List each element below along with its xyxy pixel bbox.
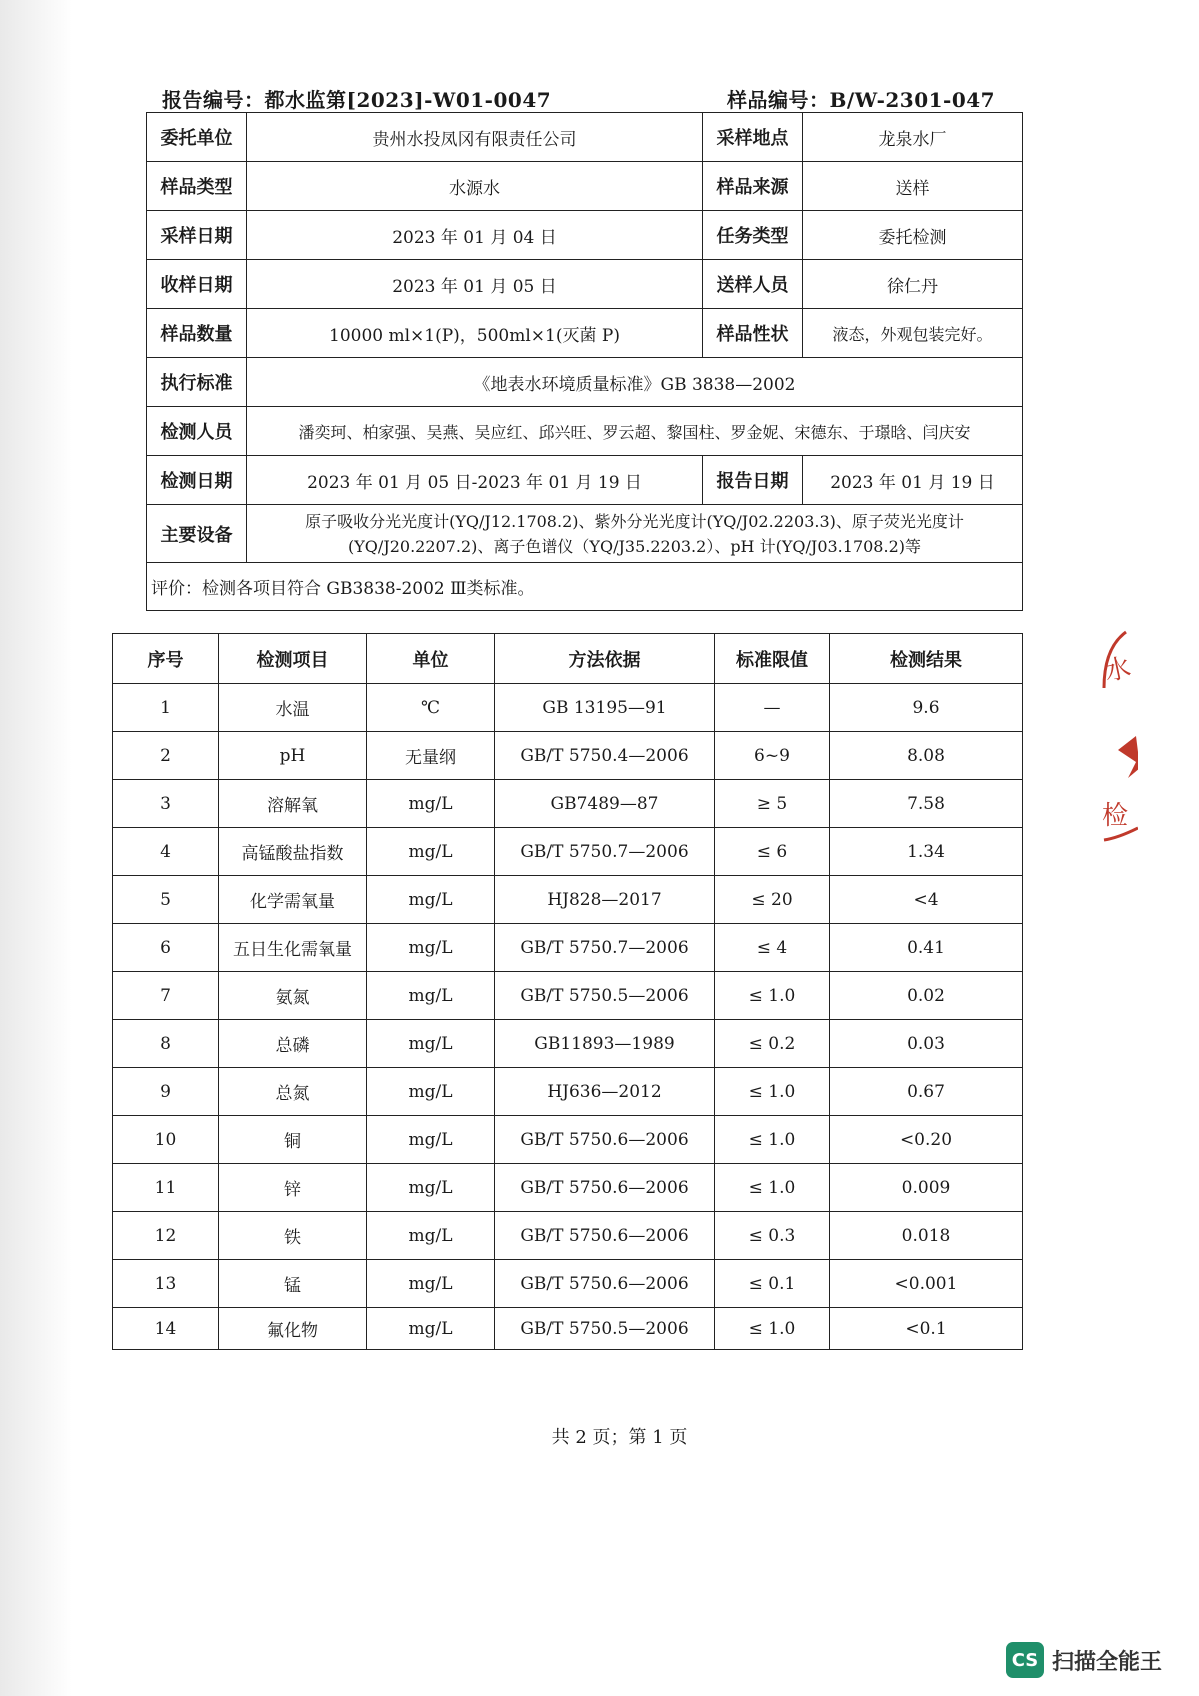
row-unit: 无量纲 [367,732,495,780]
sample-number: 样品编号：B/W-2301-047 [727,88,996,112]
header-method: 方法依据 [495,634,715,684]
row-item: 总氮 [219,1068,367,1116]
row-result: 0.009 [830,1164,1023,1212]
row-unit: mg/L [367,1212,495,1260]
row-unit: mg/L [367,1260,495,1308]
row-index: 7 [113,972,219,1020]
row-limit: ≤ 1.0 [715,1164,830,1212]
row-index: 12 [113,1212,219,1260]
row-method: GB/T 5750.5—2006 [495,1308,715,1350]
standard-label: 执行标准 [147,358,247,407]
receive-date-label: 收样日期 [147,260,247,309]
results-row [113,1116,1023,1164]
header-index: 序号 [113,634,219,684]
header-result: 检测结果 [830,634,1023,684]
row-method: GB/T 5750.6—2006 [495,1212,715,1260]
info-row-standard [147,358,1023,407]
row-item: 总磷 [219,1020,367,1068]
quantity-label: 样品数量 [147,309,247,358]
results-table [112,633,1023,1350]
results-row [113,1260,1023,1308]
test-date-label: 检测日期 [147,456,247,505]
row-method: HJ828—2017 [495,876,715,924]
row-index: 8 [113,1020,219,1068]
row-unit: mg/L [367,876,495,924]
row-method: GB/T 5750.4—2006 [495,732,715,780]
row-limit: ≤ 0.2 [715,1020,830,1068]
camscanner-watermark [1006,1639,1186,1681]
row-result: 9.6 [830,684,1023,732]
row-unit: mg/L [367,1116,495,1164]
row-item: 高锰酸盐指数 [219,828,367,876]
row-limit: ≤ 1.0 [715,1068,830,1116]
info-row-client [147,113,1023,162]
type-value: 水源水 [247,162,703,211]
header-item: 检测项目 [219,634,367,684]
row-index: 5 [113,876,219,924]
report-date-label: 报告日期 [703,456,803,505]
results-row [113,972,1023,1020]
site-label: 采样地点 [703,113,803,162]
svg-text:水: 水 [1101,652,1134,688]
results-row [113,1164,1023,1212]
sender-label: 送样人员 [703,260,803,309]
row-limit: ≤ 20 [715,876,830,924]
row-result: 0.67 [830,1068,1023,1116]
row-result: 0.018 [830,1212,1023,1260]
row-item: 铁 [219,1212,367,1260]
row-item: 水温 [219,684,367,732]
row-item: 溶解氧 [219,780,367,828]
row-unit: mg/L [367,780,495,828]
row-method: GB/T 5750.7—2006 [495,924,715,972]
row-item: 铜 [219,1116,367,1164]
row-item: 锰 [219,1260,367,1308]
results-row [113,1212,1023,1260]
results-header-row [113,634,1023,684]
info-row-type [147,162,1023,211]
row-limit: ≤ 0.3 [715,1212,830,1260]
row-index: 11 [113,1164,219,1212]
row-item: 氟化物 [219,1308,367,1350]
info-table [146,112,1023,611]
row-result: <0.1 [830,1308,1023,1350]
equipment-line-1: 原子吸收分光光度计(YQ/J12.1708.2)、紫外分光光度计(YQ/J02.2203.3)、原子荧光光度计 [305,511,964,531]
row-unit: mg/L [367,1020,495,1068]
row-limit: ≤ 1.0 [715,972,830,1020]
row-limit: ≤ 1.0 [715,1308,830,1350]
info-row-staff [147,407,1023,456]
report-number: 报告编号：都水监第[2023]-W01-0047 [162,88,552,112]
state-label: 样品性状 [703,309,803,358]
results-row [113,924,1023,972]
row-index: 9 [113,1068,219,1116]
row-method: GB7489—87 [495,780,715,828]
row-result: 1.34 [830,828,1023,876]
task-label: 任务类型 [703,211,803,260]
source-label: 样品来源 [703,162,803,211]
camscanner-logo-icon: CS [1006,1642,1044,1678]
header-limit: 标准限值 [715,634,830,684]
quantity-value: 10000 ml×1(P)，500ml×1(灭菌 P) [247,309,703,358]
row-method: GB/T 5750.6—2006 [495,1164,715,1212]
client-label: 委托单位 [147,113,247,162]
row-result: 7.58 [830,780,1023,828]
test-date-value: 2023 年 01 月 05 日-2023 年 01 月 19 日 [247,456,703,505]
source-value: 送样 [803,162,1023,211]
red-seal-stamp [1098,628,1138,846]
results-row [113,684,1023,732]
row-method: HJ636—2012 [495,1068,715,1116]
row-limit: — [715,684,830,732]
row-result: 0.02 [830,972,1023,1020]
results-row [113,1020,1023,1068]
sample-date-value: 2023 年 01 月 04 日 [247,211,703,260]
sender-value: 徐仁丹 [803,260,1023,309]
results-row [113,732,1023,780]
row-result: 8.08 [830,732,1023,780]
results-row [113,876,1023,924]
camscanner-text: 扫描全能王 [1052,1649,1163,1675]
staff-label: 检测人员 [147,407,247,456]
row-limit: ≤ 0.1 [715,1260,830,1308]
page-footer: 共 2 页；第 1 页 [551,1427,688,1448]
row-item: 化学需氧量 [219,876,367,924]
row-index: 1 [113,684,219,732]
row-index: 14 [113,1308,219,1350]
row-index: 2 [113,732,219,780]
row-unit: mg/L [367,1164,495,1212]
results-row [113,828,1023,876]
row-unit: ℃ [367,684,495,732]
row-limit: ≤ 1.0 [715,1116,830,1164]
row-item: 锌 [219,1164,367,1212]
evaluation-text: 评价：检测各项目符合 GB3838-2002 Ⅲ类标准。 [147,563,1023,611]
results-row [113,1308,1023,1350]
info-row-test-date [147,456,1023,505]
row-unit: mg/L [367,1308,495,1350]
report-date-value: 2023 年 01 月 19 日 [803,456,1023,505]
row-method: GB 13195—91 [495,684,715,732]
row-result: 0.41 [830,924,1023,972]
row-unit: mg/L [367,972,495,1020]
results-body [113,684,1023,1350]
header-unit: 单位 [367,634,495,684]
info-row-receive-date [147,260,1023,309]
sample-date-label: 采样日期 [147,211,247,260]
site-value: 龙泉水厂 [803,113,1023,162]
results-row [113,780,1023,828]
row-limit: ≥ 5 [715,780,830,828]
row-limit: ≤ 6 [715,828,830,876]
row-method: GB11893—1989 [495,1020,715,1068]
row-result: <0.001 [830,1260,1023,1308]
row-method: GB/T 5750.6—2006 [495,1260,715,1308]
row-unit: mg/L [367,1068,495,1116]
state-value: 液态，外观包装完好。 [803,309,1023,358]
standard-value: 《地表水环境质量标准》GB 3838—2002 [247,358,1023,407]
info-row-sample-date [147,211,1023,260]
receive-date-value: 2023 年 01 月 05 日 [247,260,703,309]
row-index: 6 [113,924,219,972]
info-row-equipment [147,505,1023,563]
row-item: 五日生化需氧量 [219,924,367,972]
results-row [113,1068,1023,1116]
equipment-label: 主要设备 [147,505,247,563]
row-item: pH [219,732,367,780]
task-value: 委托检测 [803,211,1023,260]
row-index: 3 [113,780,219,828]
row-result: <0.20 [830,1116,1023,1164]
row-index: 4 [113,828,219,876]
staff-value: 潘奕珂、柏家强、吴燕、吴应红、邱兴旺、罗云超、黎国柱、罗金妮、宋德东、于璟晗、闫庆安 [247,407,1023,456]
client-value: 贵州水投凤冈有限责任公司 [247,113,703,162]
svg-text:检: 检 [1102,801,1129,831]
row-limit: 6~9 [715,732,830,780]
type-label: 样品类型 [147,162,247,211]
row-limit: ≤ 4 [715,924,830,972]
equipment-value [247,505,1023,563]
row-index: 10 [113,1116,219,1164]
row-method: GB/T 5750.7—2006 [495,828,715,876]
row-item: 氨氮 [219,972,367,1020]
row-result: <4 [830,876,1023,924]
row-method: GB/T 5750.5—2006 [495,972,715,1020]
row-unit: mg/L [367,924,495,972]
row-result: 0.03 [830,1020,1023,1068]
info-row-evaluation [147,563,1023,611]
row-unit: mg/L [367,828,495,876]
row-index: 13 [113,1260,219,1308]
equipment-line-2: (YQ/J20.2207.2)、离子色谱仪（YQ/J35.2203.2）、pH 计(YQ/J03.1708.2)等 [348,536,921,556]
row-method: GB/T 5750.6—2006 [495,1116,715,1164]
info-row-quantity [147,309,1023,358]
